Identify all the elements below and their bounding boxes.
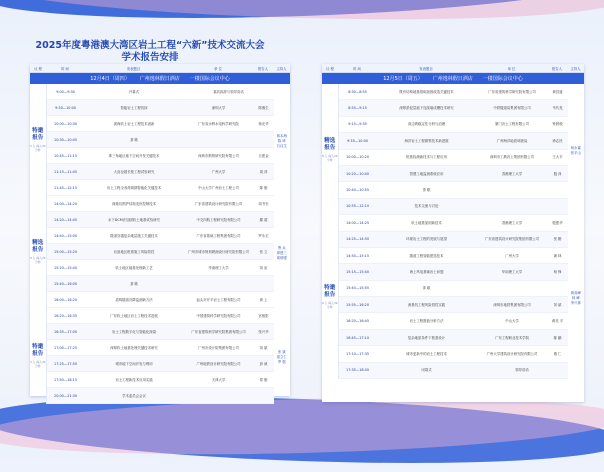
row-event: 闭幕式 bbox=[421, 368, 432, 373]
schedule-row bbox=[339, 313, 568, 329]
session-label: 特邀报告 bbox=[32, 344, 44, 357]
schedule-row bbox=[47, 132, 274, 148]
session-label-cell bbox=[30, 308, 47, 404]
schedule-row bbox=[339, 215, 568, 231]
schedule-row bbox=[339, 281, 568, 297]
column-header-session: 议 程 bbox=[326, 66, 334, 71]
session-label-cell bbox=[30, 84, 47, 196]
row-talk-title: 桩基检测新技术与工程应用 bbox=[406, 155, 447, 160]
schedule-row bbox=[339, 264, 568, 280]
row-talk-title: 深厚淤泥层地下连续墙成槽技术研究 bbox=[399, 106, 454, 111]
row-talk-title: 深厚软土地基处理关键技术研究 bbox=[110, 345, 158, 350]
schedule-row bbox=[47, 372, 274, 388]
schedule-row bbox=[47, 276, 274, 292]
row-time: 17:35—18:00 bbox=[346, 368, 369, 373]
row-speaker: 黄亮 平 bbox=[551, 319, 564, 324]
row-talk-title: 软土地区地基处理新工艺 bbox=[115, 265, 153, 270]
row-organization: 香港理工大学 bbox=[501, 220, 523, 225]
schedule-row bbox=[47, 228, 274, 244]
row-time: 10:45—11:15 bbox=[54, 153, 77, 158]
row-time: 14:25—14:50 bbox=[346, 237, 369, 242]
page-title: 2025年度粤港澳大湾区岩土工程“六新”技术交流大会 bbox=[35, 40, 265, 51]
session-rows bbox=[47, 308, 274, 404]
row-talk-title: 盾构隧道沉降监测新方法 bbox=[115, 297, 153, 302]
row-organization: 汕头市开平岩土工程有限公司 bbox=[196, 297, 241, 302]
row-speaker: 康 仁 bbox=[553, 351, 562, 356]
row-organization: 中山大学广州岩土工程公司 bbox=[198, 185, 239, 190]
column-header-chair: 主持人 bbox=[570, 66, 581, 71]
page-subtitle: 学术报告安排 bbox=[121, 52, 179, 63]
row-time: 11:45—12:15 bbox=[54, 185, 77, 190]
row-event: 技术交流与讨论 bbox=[414, 204, 439, 209]
schedule-row bbox=[47, 180, 274, 196]
row-talk-title: 复杂地质条件下桩基设计 bbox=[407, 335, 446, 340]
session-rows bbox=[339, 84, 568, 215]
session-note: 8 人 /每人20分钟 bbox=[322, 154, 338, 162]
schedule-row bbox=[47, 292, 274, 308]
row-speaker: 刘 泉 bbox=[259, 265, 268, 270]
row-organization: 广州大学 bbox=[505, 253, 519, 258]
session-block bbox=[30, 196, 290, 308]
chair-name: 黄高峰 bbox=[570, 290, 581, 295]
row-speaker: 丘建金 bbox=[258, 153, 269, 158]
row-time: 15:15—15:40 bbox=[346, 269, 369, 274]
session-label: 精选报告 bbox=[324, 137, 336, 151]
column-header-session: 议 程 bbox=[34, 66, 42, 71]
session-block bbox=[322, 215, 584, 379]
schedule-row bbox=[47, 340, 274, 356]
schedule-row bbox=[339, 232, 568, 248]
row-event: 茶 歇 bbox=[422, 286, 431, 291]
column-header-chair: 主持人 bbox=[276, 66, 287, 71]
session-rows bbox=[339, 215, 568, 379]
schedule-row bbox=[47, 308, 274, 324]
session-rows bbox=[47, 196, 274, 308]
row-time: 17:25—17:50 bbox=[54, 361, 77, 366]
row-organization: 中国建筑科学研究院有限公司 bbox=[196, 313, 241, 318]
row-talk-title: 珠三角地区地下空间开发关键技术 bbox=[108, 153, 160, 158]
schedule-row bbox=[339, 100, 568, 116]
row-speaker: 彭 威 bbox=[259, 361, 268, 366]
row-time: 14:00—14:25 bbox=[346, 220, 369, 225]
session-block bbox=[30, 84, 290, 196]
row-speaker: 黄昌盛 bbox=[552, 89, 563, 94]
row-speaker: 韦代见 bbox=[552, 106, 563, 111]
row-time: 10:00—10:20 bbox=[346, 155, 369, 160]
row-time: 8:55—9:15 bbox=[348, 106, 367, 111]
date-bar bbox=[322, 73, 584, 84]
session-note: 4 人 /每人30分钟 bbox=[30, 361, 46, 368]
session-chairs bbox=[274, 308, 290, 404]
row-organization: 厦门岩土工程有限公司 bbox=[495, 122, 529, 127]
date-label: 12月5日（周五） bbox=[383, 76, 423, 82]
row-note: 领导讲话 bbox=[515, 368, 529, 373]
schedule-row bbox=[47, 244, 274, 260]
row-speaker: 张 勤 bbox=[553, 237, 562, 242]
row-time: 10:00—10:30 bbox=[54, 121, 77, 126]
day1-schedule-panel bbox=[30, 64, 290, 396]
row-time: 20:00—21:30 bbox=[54, 393, 77, 398]
row-time: 15:55—16:20 bbox=[346, 302, 369, 307]
schedule-row bbox=[47, 164, 274, 180]
row-speaker: 杨 锋 bbox=[553, 269, 562, 274]
schedule-row bbox=[339, 248, 568, 264]
schedule-row bbox=[47, 356, 274, 372]
row-speaker: 徐志民 bbox=[552, 138, 563, 143]
chair-name: 张平山 bbox=[570, 150, 581, 155]
chair-name: 石汉生 bbox=[276, 143, 287, 148]
venue-label: 广州逸林假日酒店 bbox=[432, 76, 473, 82]
row-talk-title: 软土地基加固新技术 bbox=[411, 220, 442, 225]
row-speaker: 龚 林 bbox=[553, 253, 562, 258]
row-talk-title: 岩土工程全寿命周期智能化关键技术 bbox=[106, 185, 162, 190]
row-organization: 天津大学 bbox=[211, 377, 226, 382]
row-time: 16:20—16:35 bbox=[54, 313, 77, 318]
table-header bbox=[322, 64, 584, 73]
row-talk-title: 高边坡稳定性分析与治理 bbox=[407, 122, 446, 127]
row-speaker: 罗永宏 bbox=[258, 233, 269, 238]
row-talk-title: 环境岩土工程的发展与展望 bbox=[406, 237, 447, 242]
column-header-time: 时 间 bbox=[61, 66, 69, 71]
row-time: 14:00—14:20 bbox=[54, 201, 77, 206]
row-speaker: 周书东 bbox=[258, 201, 269, 206]
schedule-row bbox=[47, 212, 274, 228]
row-speaker: 殷 萍 bbox=[553, 171, 562, 176]
session-note: 6 人 /每人30分钟 bbox=[322, 302, 338, 310]
row-speaker: 陈湘生 bbox=[258, 105, 269, 110]
hall-label: 一楼国际会议中心 bbox=[482, 76, 523, 82]
row-speaker: 杨光华 bbox=[258, 121, 269, 126]
row-speaker: 郑 刚 bbox=[259, 377, 268, 382]
session-label-cell bbox=[322, 84, 339, 215]
row-speaker: 刘 斌 bbox=[553, 302, 562, 307]
row-organization: 广州地铁设计研究院有限公司 bbox=[196, 361, 241, 366]
row-time: 14:40—15:00 bbox=[54, 233, 77, 238]
row-time: 16:35—17:00 bbox=[54, 329, 77, 334]
row-talk-title: 深基坑围护结构变形控制技术 bbox=[111, 201, 157, 206]
row-time: 9:35—10:00 bbox=[347, 138, 368, 143]
row-talk-title: 隧道工程智能建造技术 bbox=[409, 253, 444, 258]
row-time: 9:00—9:30 bbox=[56, 89, 75, 94]
row-time: 17:50—18:15 bbox=[54, 377, 77, 382]
row-speaker: 陈 鹏 bbox=[553, 335, 562, 340]
row-organization: 广东省建筑设计研究院集团有限公司 bbox=[484, 237, 540, 242]
row-talk-title: 广东软土地区岩土工程技术进展 bbox=[110, 313, 158, 318]
column-header-org: 单 位 bbox=[214, 66, 222, 71]
row-time: 16:00—16:20 bbox=[54, 297, 77, 302]
date-label: 12月4日（周四） bbox=[90, 76, 130, 82]
row-talk-title: 深基坑工程风险管控实践 bbox=[407, 302, 446, 307]
row-event: 开幕式 bbox=[128, 89, 140, 94]
schedule-row bbox=[339, 346, 568, 362]
row-organization: 广州市城市规划勘测设计研究院有限公司 bbox=[188, 249, 250, 254]
row-talk-title: 岩溶地区桩基施工风险防控 bbox=[113, 249, 155, 254]
schedule-row bbox=[47, 148, 274, 164]
column-header-talk: 发表题目 bbox=[419, 66, 433, 71]
row-organization: 深圳市工勘岩土集团有限公司 bbox=[489, 155, 535, 160]
row-speaker: 钟晨岐 bbox=[552, 122, 563, 127]
row-time: 15:00—15:20 bbox=[54, 249, 77, 254]
row-note: 嘉宾致辞与领导讲话 bbox=[213, 89, 244, 94]
date-bar bbox=[30, 73, 290, 84]
chair-name: 梁立仁 bbox=[276, 354, 287, 359]
chair-name: 周炳强 bbox=[276, 255, 287, 260]
venue-label: 广州逸林假日酒店 bbox=[139, 76, 180, 82]
row-time: 10:55—12:10 bbox=[346, 204, 369, 209]
row-speaker: 黄 上 bbox=[259, 297, 268, 302]
column-header-talk: 发表题目 bbox=[126, 66, 141, 71]
row-talk-title: 岩土工程数字化与智能化探索 bbox=[111, 329, 157, 334]
row-time: 10:30—10:45 bbox=[54, 137, 77, 142]
row-organization: 香港理工大学 bbox=[501, 171, 523, 176]
row-organization: 中铁隧道局集团有限公司 bbox=[493, 106, 531, 111]
schedule-row bbox=[339, 297, 568, 313]
chair-name: 廖建三 bbox=[276, 250, 287, 255]
schedule-row bbox=[47, 260, 274, 276]
row-event: 茶 歇 bbox=[130, 281, 138, 286]
schedule-row bbox=[339, 84, 568, 100]
row-time: 16:20—16:45 bbox=[346, 319, 369, 324]
schedule-row bbox=[47, 100, 274, 116]
session-label-cell bbox=[30, 196, 47, 308]
chair-name: 林本海 bbox=[276, 133, 287, 138]
schedule-row bbox=[47, 388, 274, 404]
row-talk-title: 智慧工地监测系统应用 bbox=[409, 171, 444, 176]
row-organization: 广东省建筑设计研究院有限公司 bbox=[194, 201, 243, 206]
row-event: 学术委员会会议 bbox=[122, 393, 146, 398]
row-organization: 深圳市地铁集团有限公司 bbox=[493, 302, 531, 307]
row-organization: 深圳大学 bbox=[211, 105, 226, 110]
schedule-row bbox=[47, 116, 274, 132]
row-speaker: 刘 斌 bbox=[259, 345, 268, 350]
row-organization: 中山大学 bbox=[505, 319, 519, 324]
chair-name: 杨永霖 bbox=[570, 145, 581, 150]
row-organization: 广东省建筑科学研究院有限公司 bbox=[488, 89, 536, 94]
row-speaker: 周 萍 bbox=[259, 169, 268, 174]
column-header-time: 时 间 bbox=[353, 66, 361, 71]
table-header bbox=[30, 64, 290, 73]
row-speaker: 王大平 bbox=[552, 155, 563, 160]
session-note: 8 人 /每人20分钟 bbox=[30, 257, 46, 264]
column-header-org: 单 位 bbox=[507, 66, 516, 71]
row-event: 茶 歇 bbox=[422, 188, 431, 193]
row-talk-title: 既有结构地基基础加固改造关键技术 bbox=[399, 89, 454, 94]
row-speaker: 张 立 bbox=[259, 249, 268, 254]
row-talk-title: 城市更新中的岩土工程技术 bbox=[406, 351, 447, 356]
row-time: 8:30—8:55 bbox=[348, 89, 367, 94]
row-event: 茶 歇 bbox=[130, 137, 138, 142]
schedule-row bbox=[339, 363, 568, 379]
row-time: 11:15—11:45 bbox=[54, 169, 77, 174]
row-talk-title: 城市地下空间开发与利用 bbox=[115, 361, 153, 366]
row-time: 16:45—17:10 bbox=[346, 335, 369, 340]
session-label-cell bbox=[322, 215, 339, 379]
chair-name: 鲁 兵 bbox=[277, 245, 286, 250]
chair-name: 林 峰 bbox=[571, 295, 580, 300]
column-header-speaker: 报告人 bbox=[551, 66, 563, 71]
row-speaker: 滕 超 bbox=[259, 217, 268, 222]
schedule-row bbox=[339, 166, 568, 182]
row-talk-title: 隧道穿越复杂地层施工关键技术 bbox=[110, 233, 158, 238]
session-label: 特邀报告 bbox=[324, 285, 336, 299]
row-time: 17:10—17:35 bbox=[346, 351, 369, 356]
row-time: 9:15—9:35 bbox=[348, 122, 367, 127]
chair-name: 张 斌 bbox=[277, 349, 286, 354]
row-time: 14:20—14:40 bbox=[54, 217, 77, 222]
row-time: 9:30—10:00 bbox=[55, 105, 76, 110]
row-organization: 华南理工大学 bbox=[208, 265, 229, 270]
session-rows bbox=[47, 84, 274, 196]
row-time: 10:20—10:40 bbox=[346, 171, 369, 176]
schedule-row bbox=[47, 196, 274, 212]
session-chairs bbox=[274, 196, 290, 308]
row-talk-title: 海洋岩土工程勘察技术新进展 bbox=[404, 138, 449, 143]
row-talk-title: 岩土工程数值分析方法 bbox=[409, 319, 444, 324]
row-speaker: 陈 刚 bbox=[259, 185, 268, 190]
session-note: 5 人 /每人30分钟 bbox=[30, 145, 46, 152]
day2-schedule-panel bbox=[322, 64, 584, 402]
schedule-row bbox=[339, 150, 568, 166]
row-time: 15:40—16:00 bbox=[54, 281, 77, 286]
hall-label: 一楼国际会议中心 bbox=[189, 76, 230, 82]
session-chairs bbox=[568, 215, 584, 379]
row-organization: 广东省建筑科学研究院集团有限公司 bbox=[191, 329, 246, 334]
row-time: 10:40—10:55 bbox=[346, 188, 369, 193]
chair-name: 李兴林 bbox=[570, 300, 581, 305]
row-speaker: 宫相影 bbox=[258, 313, 269, 318]
session-block bbox=[30, 308, 290, 404]
session-chairs bbox=[568, 84, 584, 215]
row-organization: 华南理工大学 bbox=[501, 269, 523, 274]
row-time: 15:20—15:40 bbox=[54, 265, 77, 270]
row-organization: 广州大学 bbox=[211, 169, 226, 174]
schedule-row bbox=[339, 117, 568, 133]
row-organization: 深圳市勘察研究院有限公司 bbox=[198, 153, 239, 158]
row-speaker: 殷建华 bbox=[552, 220, 563, 225]
row-organization: 广州大学建筑设计研究院有限公司 bbox=[486, 351, 538, 356]
session-block bbox=[322, 84, 584, 215]
session-label: 精选报告 bbox=[32, 240, 44, 253]
row-organization: 中交四航工程研究院有限公司 bbox=[196, 217, 241, 222]
row-talk-title: 智能岩土工程初探 bbox=[120, 105, 148, 110]
row-time: 14:50—15:15 bbox=[346, 253, 369, 258]
schedule-row bbox=[339, 182, 568, 198]
row-organization: 广州海洋地质调查局 bbox=[496, 138, 528, 143]
chair-name: 罗 强 bbox=[277, 359, 286, 364]
row-talk-title: 大直径超长桩工程试验研究 bbox=[113, 169, 155, 174]
session-label: 特邀报告 bbox=[32, 128, 44, 141]
schedule-row bbox=[339, 199, 568, 215]
row-talk-title: 岩土工程新技术应用实践 bbox=[115, 377, 153, 382]
row-organization: 广东省水利水电科学研究院 bbox=[198, 121, 239, 126]
row-talk-title: 海上风电基础岩土问题 bbox=[409, 269, 444, 274]
column-header-speaker: 报告人 bbox=[257, 66, 269, 71]
row-organization: 广东省基础工程集团有限公司 bbox=[196, 233, 241, 238]
row-talk-title: 滨海软土岩土工程技术创新 bbox=[113, 121, 155, 126]
row-organization: 广东工程职业技术学院 bbox=[495, 335, 529, 340]
schedule-row bbox=[339, 133, 568, 149]
row-organization: 广州市设计院集团有限公司 bbox=[198, 345, 239, 350]
chair-name: 陈 琦 bbox=[277, 138, 286, 143]
row-talk-title: 水下DCM法加固软土地基试验研究 bbox=[108, 217, 160, 222]
row-time: 15:40—15:55 bbox=[346, 286, 369, 291]
schedule-row bbox=[339, 330, 568, 346]
schedule-row bbox=[47, 84, 274, 100]
session-chairs bbox=[274, 84, 290, 196]
row-speaker: 张兴华 bbox=[258, 329, 269, 334]
schedule-row bbox=[47, 324, 274, 340]
row-time: 17:00—17:25 bbox=[54, 345, 77, 350]
